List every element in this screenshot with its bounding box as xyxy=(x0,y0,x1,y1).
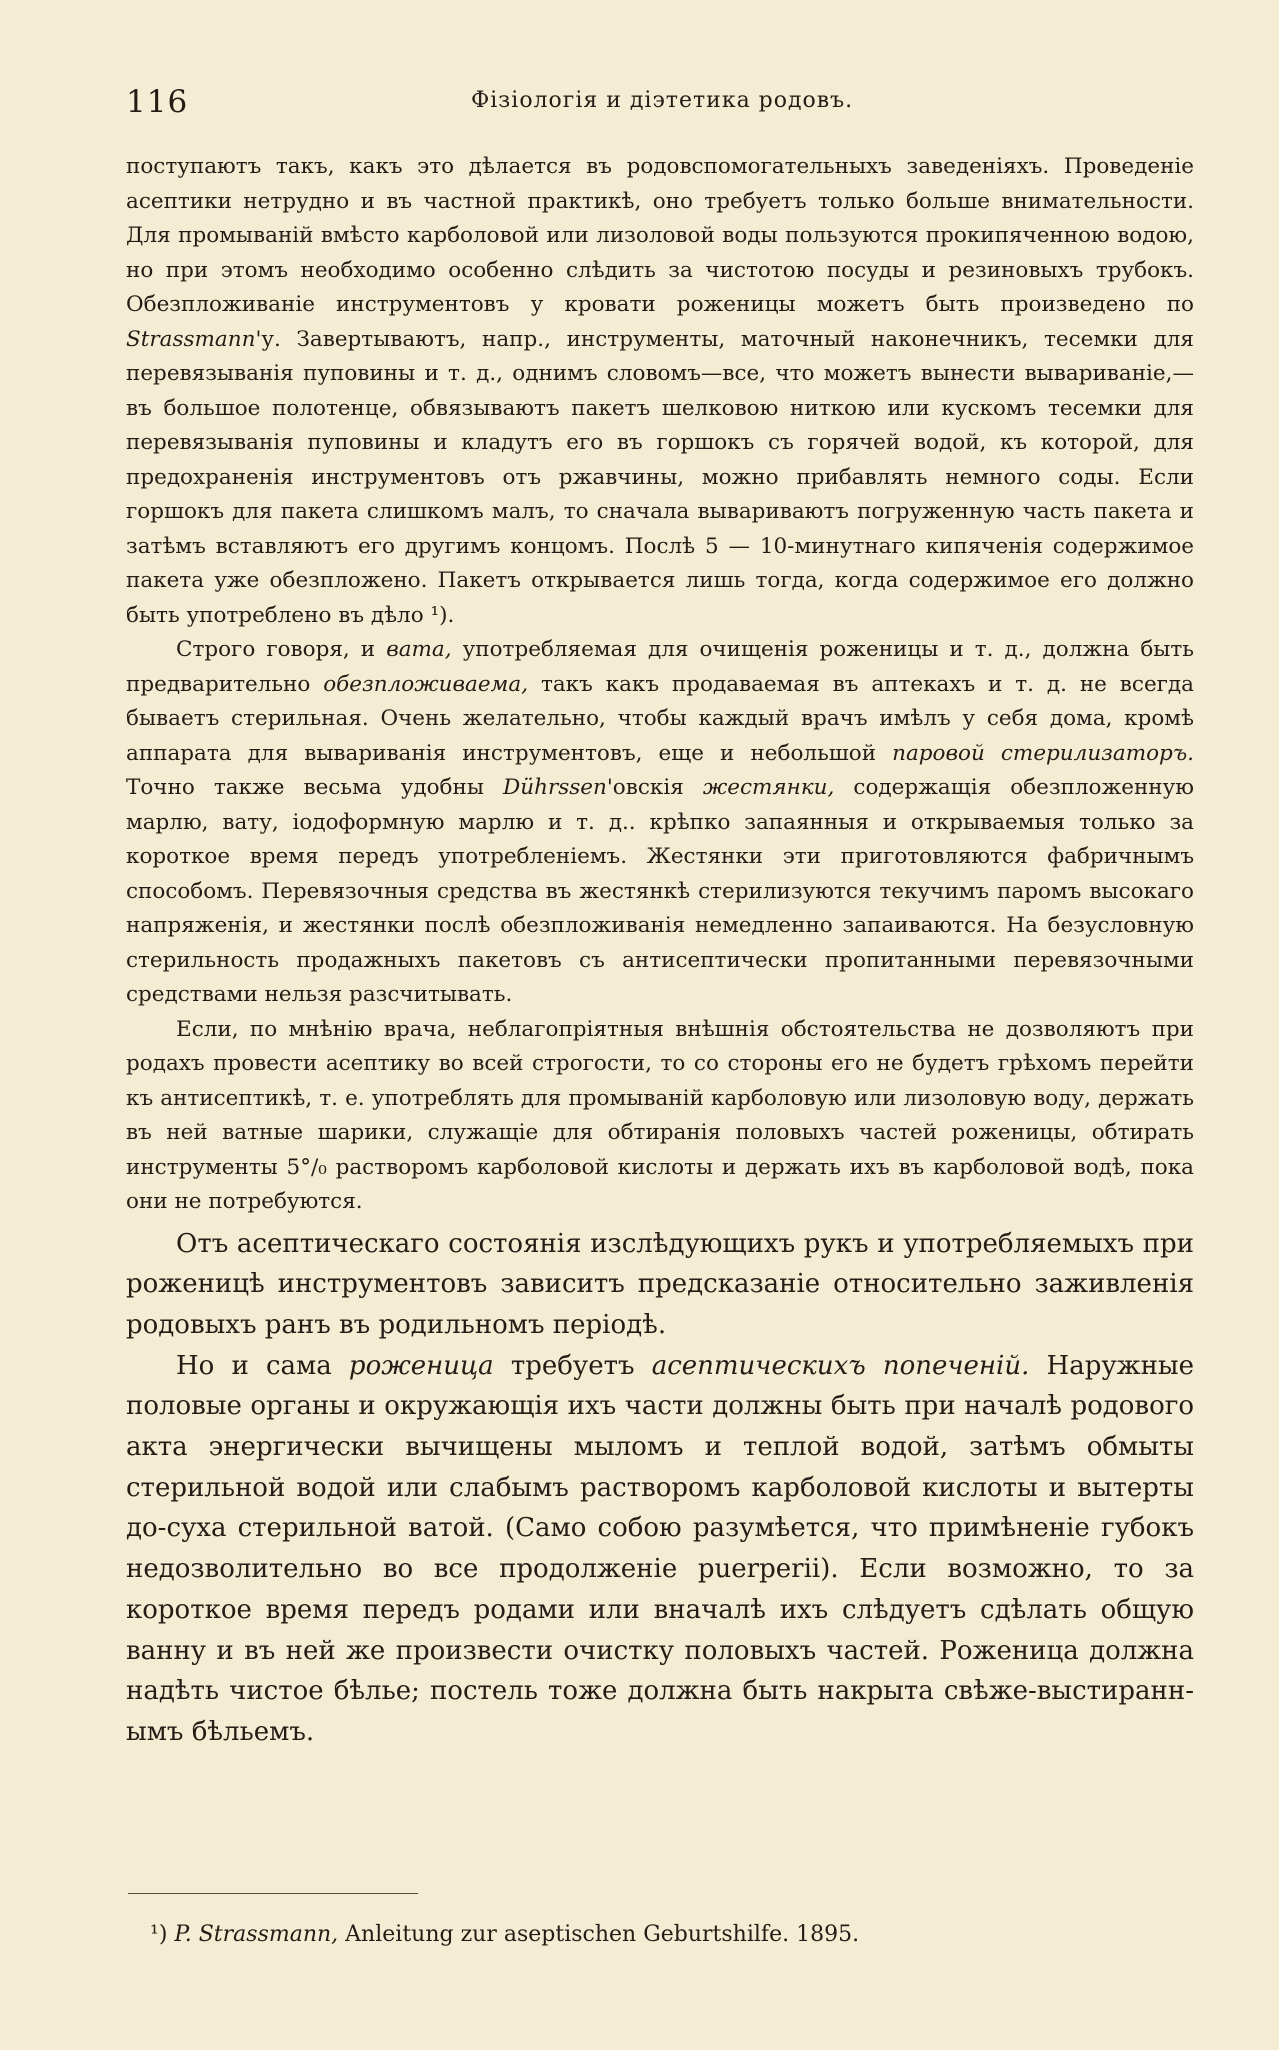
body-text xyxy=(126,150,1194,1753)
paragraph xyxy=(126,1224,1194,1346)
text-run: употребляемая для очищенія роженицы и т. д., должна быть предварительно xyxy=(126,637,1194,697)
page-number: 116 xyxy=(126,84,189,120)
text-run: требуетъ xyxy=(493,1350,652,1381)
paragraph xyxy=(126,633,1194,1013)
emphasized-text: асептическихъ попеченій. xyxy=(651,1350,1030,1381)
emphasized-text: паровой стерилизаторъ. xyxy=(892,740,1194,766)
text-run: Точно также весьма удобны xyxy=(126,775,504,800)
text-run: содержащія обезпложенную марлю, вату, іодоформную марлю и т. д.. крѣпко запаянныя и открываемыя только за короткое время передъ употребленіемъ. Жестянки эти приготовляются фабричнымъ способомъ. Перевязочныя средства въ жестянкѣ стерилизуются текучимъ паромъ высокаго напряженія, и жестянки послѣ обезпложиванія немедленно запаиваются. На безусловную стерильность продажныхъ пакетовъ съ антисептически пропитанными перевязочными средствами нельзя разсчитывать. xyxy=(126,775,1195,1007)
emphasized-text: жестянки, xyxy=(702,775,835,800)
text-run: 'у. Завертываютъ, напр., инструменты, маточный наконечникъ, тесемки для перевязыванія пуповины и т. д., однимъ словомъ—все, что можетъ вынести вывариваніе,—въ большое полотенце, обвязываютъ пакетъ шелковою ниткою или кускомъ тесемки для перевязыванія пуповины и кладутъ его въ горшокъ съ горячей водой, къ которой, для предохраненія инструментовъ отъ ржавчины, можно прибавлять немного соды. Если горшокъ для пакета слишкомъ малъ, то сначала вывариваютъ погруженную часть пакета и затѣмъ вставляютъ его другимъ концомъ. Послѣ 5 — 10-минутнаго кипяченія содержимое пакета уже обезпложено. Пакетъ открывается лишь тогда, когда содержимое его должно быть употреблено въ дѣло ¹). xyxy=(126,326,1194,628)
emphasized-text: Dührssen xyxy=(503,775,607,800)
text-run: Строго говоря, и xyxy=(176,637,387,662)
text-run: Наружные половые органы и окружающія ихъ части должны быть при началѣ родового акта энергически вычищены мыломъ и теплой водой, затѣмъ обмыты стерильной водой или слабымъ растворомъ карболовой кислоты и вытерты до-суха стерильной ватой. (Само собою разумѣется, что примѣненіе губокъ недозволительно во все продолженіе puerperii). Если возможно, то за короткое время передъ родами или вначалѣ ихъ слѣдуетъ сдѣлать общую ванну и въ ней же произвести очистку половыхъ частей. Роженица должна надѣть чистое бѣлье; постель тоже должна быть накрыта свѣже-выстираннымъ бѣльемъ. xyxy=(126,1350,1194,1747)
emphasized-text: Strassmann xyxy=(126,326,256,352)
text-run: такъ какъ продаваемая въ аптекахъ и т. д. не всегда бываетъ стерильная. Очень желательно, чтобы каждый врачъ имѣлъ у себя дома, кромѣ аппарата для вывариванія инструментовъ, еще и небольшой xyxy=(126,671,1194,766)
footnote xyxy=(150,1920,1180,1950)
emphasized-text: роженица xyxy=(348,1350,494,1381)
text-run: Отъ асептическаго состоянія изслѣдующихъ рукъ и употребляемыхъ при роженицѣ инструментовъ зависитъ предсказаніе относительно заживленія родовыхъ ранъ въ родильномъ періодѣ. xyxy=(126,1228,1194,1340)
footnote-author: P. Strassmann, xyxy=(174,1922,339,1947)
emphasized-text: вата, xyxy=(386,637,452,662)
running-title: Фізіологія и діэтетика родовъ. xyxy=(471,88,854,113)
small-print-section xyxy=(126,150,1194,1220)
large-print-section xyxy=(126,1224,1194,1753)
emphasized-text: обезпложиваема, xyxy=(323,671,529,697)
text-run: 'овскія xyxy=(606,775,703,800)
footnote-text: Anleitung zur aseptischen Geburtshilfe. 1895. xyxy=(345,1922,860,1947)
paragraph xyxy=(126,1346,1194,1753)
footnote-divider xyxy=(128,1893,418,1894)
text-run: Но и сама xyxy=(176,1350,349,1381)
footnote-marker: ¹) xyxy=(150,1922,168,1947)
text-run: Если, по мнѣнію врача, неблагопріятныя внѣшнія обстоятельства не дозволяютъ при родахъ провести асептику во всей строгости, то со стороны его не будетъ грѣхомъ перейти къ антисептикѣ, т. е. употреблять для промываній карболовую или лизоловую воду, держать въ ней ватные шарики, служащіе для обтиранія половыхъ частей роженицы, обтирать инструменты 5°/₀ растворомъ карболовой кислоты и держать ихъ въ карболовой водѣ, пока они не потребуются. xyxy=(126,1016,1194,1214)
text-run: поступаютъ такъ, какъ это дѣлается въ родовспомогательныхъ заведеніяхъ. Проведеніе асептики нетрудно и въ частной практикѣ, оно требуетъ только больше внимательности. Для промываній вмѣсто карболовой или лизоловой воды пользуются прокипяченною водою, но при этомъ необходимо особенно слѣдить за чистотою посуды и резиновыхъ трубокъ. Обезпложиваніе инструментовъ у кровати роженицы можетъ быть произведено по xyxy=(126,154,1194,317)
paragraph xyxy=(126,1013,1194,1220)
page-header xyxy=(126,84,1196,124)
paragraph xyxy=(126,150,1194,633)
